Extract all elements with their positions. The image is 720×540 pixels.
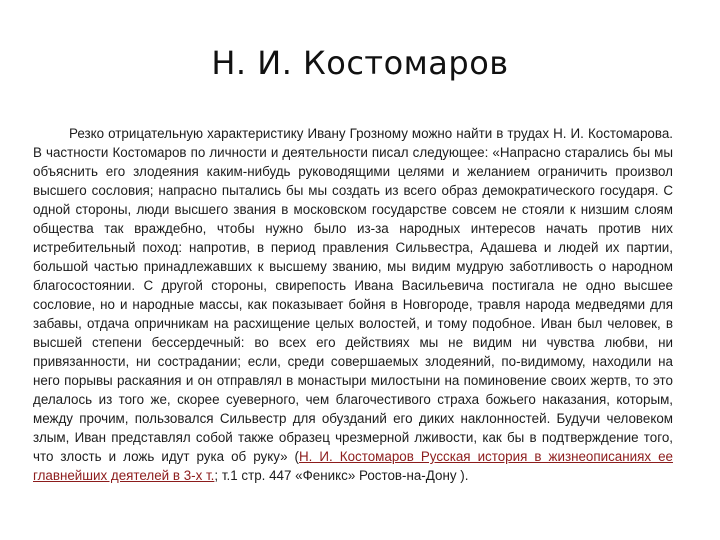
quote-paragraph — [33, 124, 673, 485]
source-details: ; т.1 стр. 447 «Феникс» Ростов-на-Дону ). — [214, 468, 469, 483]
slide-title: Н. И. Костомаров — [211, 44, 509, 82]
source-link[interactable]: Н. И. Костомаров Русская история в жизнеописаниях ее главнейших деятелей в 3-х т. — [33, 449, 673, 483]
quote-text: Резко отрицательную характеристику Ивану Грозному можно найти в трудах Н. И. Костомарова. В частности Костомаров по личности и деятельности писал следующее: «Напрасно старались бы мы объяснить его злодеяния каким-нибудь руководящими целями и желанием ограничить произвол высшего сословия; напрасно пытались бы мы создать из всего образ демократического государя. С одной стороны, люди высшего звания в московском государстве совсем не стояли к низшим слоям общества так враждебно, чтобы нужно было из-за народных интересов начать против них истребительный поход: напротив, в период правления Сильвестра, Адашева и людей их партии, большой частью принадлежавших к высшему званию, мы видим мудрую заботливость о народном благосостоянии. С другой стороны, свирепость Ивана Васильевича постигала не одно высшее сословие, но и народные массы, как показывает бойня в Новгороде, травля народа медведями для забавы, отдача опричникам на расхищение целых волостей, и тому подобное. Иван был человек, в высшей степени бессердечный: во всех его действиях мы не видим ни чувства любви, ни привязанности, ни сострадании; если, среди совершаемых злодеяний, по-видимому, находили на него порывы раскаяния и он отправлял в монастыри милостыни на поминовение своих жертв, то это делалось из того же, скорее суеверного, чем благочестивого страха божьего наказания, которым, между прочим, пользовался Сильвестр для обузданий его диких наклонностей. Будучи человеком злым, Иван представлял собой также образец чрезмерной лживости, как бы в подтверждение того, что злость и ложь идут рука об руку» ( — [33, 126, 673, 464]
